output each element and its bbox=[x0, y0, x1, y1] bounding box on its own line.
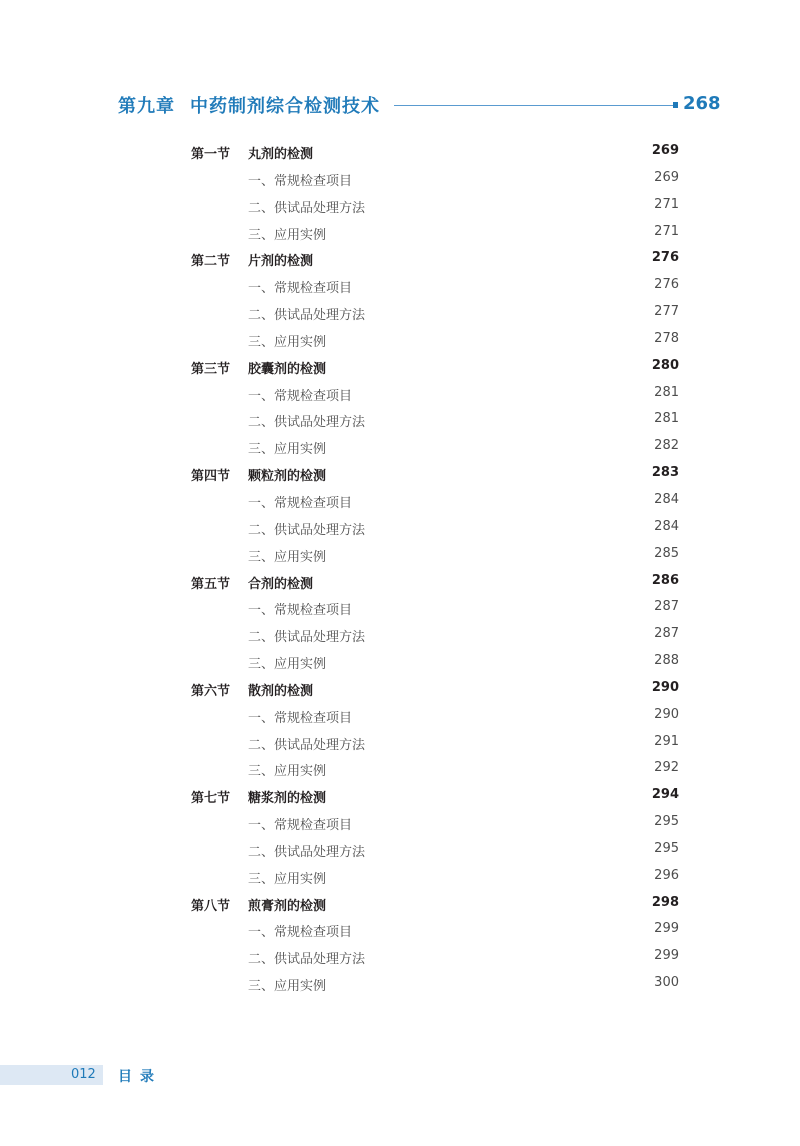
subsection-page: 271 bbox=[654, 223, 679, 239]
subsection-entry[interactable] bbox=[0, 487, 800, 514]
subsection-title: 一、常规检查项目 bbox=[248, 710, 353, 726]
section-title: 胶囊剂的检测 bbox=[248, 361, 327, 377]
toc-section bbox=[0, 890, 800, 997]
section-entry[interactable] bbox=[0, 782, 800, 809]
subsection-page: 296 bbox=[654, 867, 679, 883]
section-number: 第三节 bbox=[191, 361, 231, 377]
section-title: 片剂的检测 bbox=[248, 254, 314, 270]
subsection-page: 281 bbox=[654, 384, 679, 400]
subsection-page: 284 bbox=[654, 518, 679, 534]
section-entry[interactable] bbox=[0, 138, 800, 165]
section-entry[interactable] bbox=[0, 568, 800, 595]
toc-section bbox=[0, 138, 800, 245]
section-number: 第七节 bbox=[191, 791, 231, 807]
subsection-title: 二、供试品处理方法 bbox=[248, 844, 366, 860]
subsection-entry[interactable] bbox=[0, 916, 800, 943]
subsection-entry[interactable] bbox=[0, 648, 800, 675]
subsection-title: 一、常规检查项目 bbox=[248, 281, 353, 297]
chapter-title: 中药制剂综合检测技术 bbox=[190, 96, 380, 117]
subsection-title: 一、常规检查项目 bbox=[248, 173, 353, 189]
subsection-entry[interactable] bbox=[0, 380, 800, 407]
subsection-entry[interactable] bbox=[0, 943, 800, 970]
subsection-entry[interactable] bbox=[0, 541, 800, 568]
chapter-number: 第九章 bbox=[118, 96, 175, 117]
subsection-entry[interactable] bbox=[0, 729, 800, 756]
subsection-title: 一、常规检查项目 bbox=[248, 388, 353, 404]
subsection-title: 三、应用实例 bbox=[248, 549, 327, 565]
subsection-entry[interactable] bbox=[0, 514, 800, 541]
subsection-title: 二、供试品处理方法 bbox=[248, 522, 366, 538]
subsection-title: 三、应用实例 bbox=[248, 334, 327, 350]
subsection-entry[interactable] bbox=[0, 621, 800, 648]
toc-section bbox=[0, 245, 800, 352]
toc-section bbox=[0, 353, 800, 460]
subsection-page: 292 bbox=[654, 760, 679, 776]
toc-section bbox=[0, 675, 800, 782]
subsection-page: 278 bbox=[654, 330, 679, 346]
section-title: 丸剂的检测 bbox=[248, 147, 314, 162]
footer-label: 目录 bbox=[118, 1069, 162, 1085]
chapter-heading[interactable] bbox=[118, 92, 721, 120]
section-entry[interactable] bbox=[0, 675, 800, 702]
subsection-entry[interactable] bbox=[0, 702, 800, 729]
subsection-entry[interactable] bbox=[0, 755, 800, 782]
subsection-page: 282 bbox=[654, 438, 679, 454]
toc-section bbox=[0, 460, 800, 567]
subsection-entry[interactable] bbox=[0, 970, 800, 997]
subsection-entry[interactable] bbox=[0, 836, 800, 863]
subsection-page: 287 bbox=[654, 599, 679, 615]
subsection-title: 三、应用实例 bbox=[248, 979, 327, 995]
section-title: 糖浆剂的检测 bbox=[248, 791, 327, 807]
subsection-entry[interactable] bbox=[0, 272, 800, 299]
section-page: 276 bbox=[651, 250, 679, 266]
section-page: 290 bbox=[651, 679, 679, 695]
subsection-title: 一、常规检查项目 bbox=[248, 603, 353, 619]
section-title: 合剂的检测 bbox=[248, 576, 314, 592]
subsection-title: 三、应用实例 bbox=[248, 442, 327, 458]
section-page: 294 bbox=[651, 787, 679, 803]
subsection-title: 二、供试品处理方法 bbox=[248, 200, 366, 216]
subsection-title: 二、供试品处理方法 bbox=[248, 737, 366, 753]
section-entry[interactable] bbox=[0, 353, 800, 380]
section-number: 第二节 bbox=[191, 254, 231, 270]
subsection-page: 300 bbox=[654, 975, 679, 991]
toc-section bbox=[0, 568, 800, 675]
subsection-page: 285 bbox=[654, 545, 679, 561]
subsection-page: 287 bbox=[654, 626, 679, 642]
section-title: 煎膏剂的检测 bbox=[248, 898, 327, 914]
section-page: 298 bbox=[651, 894, 679, 910]
subsection-page: 277 bbox=[654, 304, 679, 320]
subsection-entry[interactable] bbox=[0, 192, 800, 219]
subsection-title: 一、常规检查项目 bbox=[248, 495, 353, 511]
subsection-page: 290 bbox=[654, 706, 679, 722]
subsection-title: 三、应用实例 bbox=[248, 657, 327, 673]
subsection-page: 291 bbox=[654, 733, 679, 749]
chapter-page: 268 bbox=[683, 93, 721, 114]
leader-line bbox=[394, 105, 676, 106]
section-title: 颗粒剂的检测 bbox=[248, 469, 327, 485]
square-marker-icon bbox=[673, 102, 678, 108]
subsection-title: 二、供试品处理方法 bbox=[248, 952, 366, 968]
section-number: 第四节 bbox=[191, 469, 231, 485]
subsection-entry[interactable] bbox=[0, 219, 800, 246]
subsection-title: 三、应用实例 bbox=[248, 871, 327, 887]
section-entry[interactable] bbox=[0, 460, 800, 487]
subsection-page: 269 bbox=[654, 169, 679, 185]
subsection-entry[interactable] bbox=[0, 433, 800, 460]
subsection-page: 288 bbox=[654, 653, 679, 669]
subsection-entry[interactable] bbox=[0, 594, 800, 621]
section-entry[interactable] bbox=[0, 890, 800, 917]
subsection-title: 二、供试品处理方法 bbox=[248, 630, 366, 646]
subsection-page: 284 bbox=[654, 491, 679, 507]
subsection-entry[interactable] bbox=[0, 863, 800, 890]
subsection-page: 295 bbox=[654, 814, 679, 830]
toc-list bbox=[0, 138, 800, 997]
section-number: 第六节 bbox=[191, 683, 231, 699]
subsection-entry[interactable] bbox=[0, 326, 800, 353]
section-page: 286 bbox=[651, 572, 679, 588]
subsection-page: 281 bbox=[654, 411, 679, 427]
section-number: 第一节 bbox=[191, 147, 231, 162]
section-title: 散剂的检测 bbox=[248, 683, 314, 699]
section-entry[interactable] bbox=[0, 245, 800, 272]
subsection-title: 一、常规检查项目 bbox=[248, 818, 353, 834]
subsection-title: 二、供试品处理方法 bbox=[248, 415, 366, 431]
subsection-page: 299 bbox=[654, 921, 679, 937]
section-page: 280 bbox=[651, 357, 679, 373]
subsection-page: 271 bbox=[654, 196, 679, 212]
subsection-title: 一、常规检查项目 bbox=[248, 925, 353, 941]
subsection-page: 299 bbox=[654, 948, 679, 964]
subsection-title: 二、供试品处理方法 bbox=[248, 308, 366, 324]
footer-page-number: 012 bbox=[71, 1067, 96, 1082]
subsection-entry[interactable] bbox=[0, 165, 800, 192]
subsection-page: 295 bbox=[654, 840, 679, 856]
subsection-title: 三、应用实例 bbox=[248, 227, 327, 243]
subsection-title: 三、应用实例 bbox=[248, 764, 327, 780]
section-page: 283 bbox=[651, 465, 679, 481]
subsection-entry[interactable] bbox=[0, 406, 800, 433]
subsection-entry[interactable] bbox=[0, 299, 800, 326]
section-page: 269 bbox=[651, 143, 679, 158]
section-number: 第五节 bbox=[191, 576, 231, 592]
subsection-page: 276 bbox=[654, 277, 679, 293]
subsection-entry[interactable] bbox=[0, 809, 800, 836]
section-number: 第八节 bbox=[191, 898, 231, 914]
toc-section bbox=[0, 782, 800, 889]
